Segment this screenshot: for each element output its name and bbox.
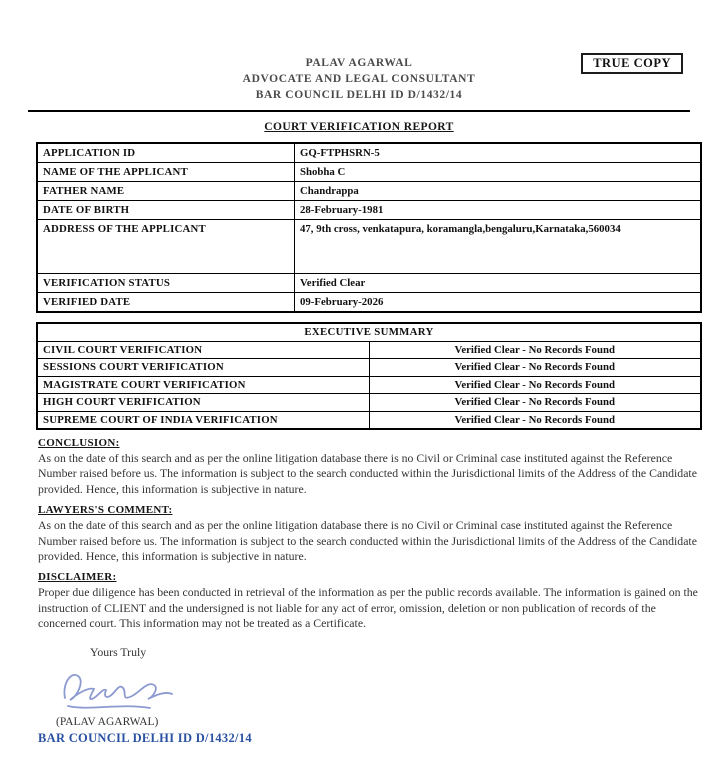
field-value: 09-February-2026 — [295, 293, 702, 313]
advocate-title: ADVOCATE AND LEGAL CONSULTANT — [242, 73, 476, 85]
summary-value: Verified Clear - No Records Found — [369, 411, 701, 429]
summary-value: Verified Clear - No Records Found — [369, 341, 701, 359]
field-value: 28-February-1981 — [295, 201, 702, 220]
table-row — [37, 293, 701, 313]
summary-label: SESSIONS COURT VERIFICATION — [37, 359, 369, 377]
summary-header-row — [37, 323, 701, 341]
section-body: As on the date of this search and as per the online litigation database there is no Civil or Criminal case instituted against the Reference Number raised before us. The information is subject to the search conducted within the Jurisdictional limits of the Address of the Candidate provided. Hence, this information is subjective in nature. — [38, 518, 697, 564]
field-label: VERIFICATION STATUS — [37, 274, 295, 293]
summary-label: SUPREME COURT OF INDIA VERIFICATION — [37, 411, 369, 429]
section-body: As on the date of this search and as per the online litigation database there is no Civil or Criminal case instituted against the Reference Number raised before us. The information is subject to the search conducted within the Jurisdictional limits of the Address of the Candidate provided. Hence, this information is subjective in nature. — [38, 451, 697, 496]
field-value: GQ-FTPHSRN-5 — [295, 143, 702, 163]
table-row — [37, 143, 701, 163]
field-label: DATE OF BIRTH — [37, 201, 295, 220]
summary-value: Verified Clear - No Records Found — [369, 394, 701, 412]
section-heading: LAWYERS'S COMMENT: — [38, 504, 173, 517]
summary-value: Verified Clear - No Records Found — [369, 376, 701, 394]
advocate-name: PALAV AGARWAL — [305, 57, 413, 69]
field-label: ADDRESS OF THE APPLICANT — [37, 220, 295, 274]
field-value: Shobha C — [295, 163, 702, 182]
footer-bar-id: BAR COUNCIL DELHI ID D/1432/14 — [38, 730, 252, 745]
table-row — [37, 274, 701, 293]
summary-label: HIGH COURT VERIFICATION — [37, 394, 369, 412]
summary-label: CIVIL COURT VERIFICATION — [37, 341, 369, 359]
field-label: VERIFIED DATE — [37, 293, 295, 313]
summary-value: Verified Clear - No Records Found — [369, 359, 701, 377]
page-title: COURT VERIFICATION REPORT — [264, 121, 454, 133]
signatory-name: (PALAV AGARWAL) — [56, 715, 159, 728]
table-row — [37, 201, 701, 220]
letterhead — [0, 0, 718, 103]
yours-truly-text: Yours Truly — [90, 644, 147, 659]
field-label: APPLICATION ID — [37, 143, 295, 163]
section-heading: DISCLAIMER: — [38, 571, 117, 584]
true-copy-stamp: TRUE COPY — [581, 53, 683, 74]
table-row — [37, 359, 701, 377]
table-row — [37, 163, 701, 182]
table-row — [37, 182, 701, 201]
table-row — [37, 376, 701, 394]
field-value: Chandrappa — [295, 182, 702, 201]
table-row — [37, 411, 701, 429]
executive-summary-title: EXECUTIVE SUMMARY — [37, 323, 701, 341]
table-row — [37, 394, 701, 412]
executive-summary-table — [36, 322, 702, 430]
lawyers-comment-section — [38, 504, 700, 564]
table-row — [37, 220, 701, 274]
section-heading: CONCLUSION: — [38, 437, 120, 449]
signature-block — [38, 645, 718, 746]
advocate-bar-id: BAR COUNCIL DELHI ID D/1432/14 — [255, 89, 463, 101]
field-value: Verified Clear — [295, 274, 702, 293]
table-row — [37, 341, 701, 359]
conclusion-section — [38, 437, 700, 497]
disclaimer-section — [38, 571, 700, 631]
field-value: 47, 9th cross, venkatapura, koramangla,bengaluru,Karnataka,560034 — [295, 220, 702, 274]
header-divider — [28, 110, 690, 112]
field-label: FATHER NAME — [37, 182, 295, 201]
field-label: NAME OF THE APPLICANT — [37, 163, 295, 182]
section-body: Proper due diligence has been conducted in retrieval of the information as per the public records available. The information is gained on the instruction of CLIENT and the undersigned is not liable for any act of error, omission, deletion or non publication of records of the concerned court. This information may not be treated as a Certificate. — [38, 585, 698, 631]
signature-image — [38, 664, 718, 714]
applicant-table — [36, 142, 702, 313]
summary-label: MAGISTRATE COURT VERIFICATION — [37, 376, 369, 394]
